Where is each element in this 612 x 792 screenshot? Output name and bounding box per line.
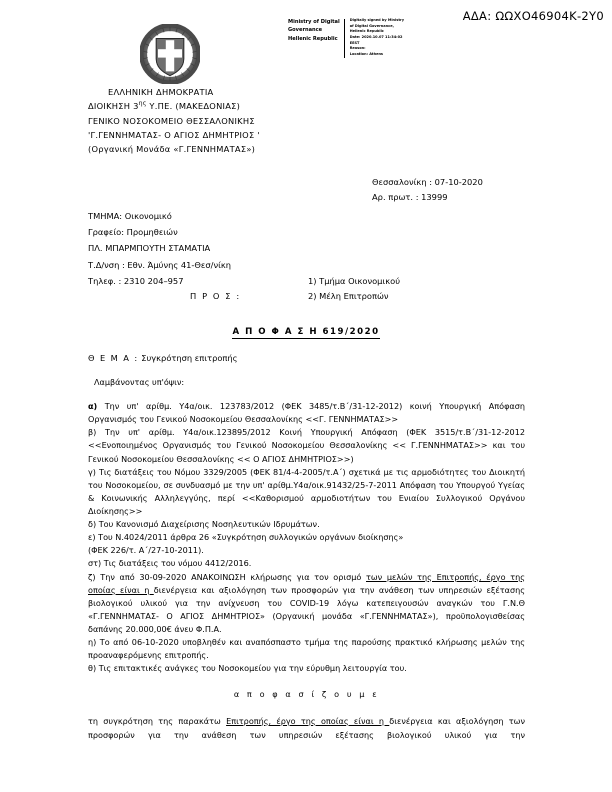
department-name: ΤΜΗΜΑ: Οικονομικό: [88, 211, 172, 221]
clause-a: [88, 400, 525, 426]
clause-text-after: διενέργεια και αξιολόγηση των προσφορών για την ανάθεση των υπηρεσιών εξέτασης βιολογικού υλικού για την ανίχνευση του COVID-19 λόγω κατεπειγουσών αναγκών του Γ.Ν.Θ «Γ.ΓΕΝΝΗΜΑΤΑΣ- Ο ΑΓΙΟΣ ΔΗΜΗΤΡΙΟΣ» (Οργανική μονάδα «Γ.ΓΕΝΝΗΜΑΤΑΣ»), προϋπολογισθείσας δαπάνης 20.000,00€ άνευ Φ.Π.Α.: [88, 584, 525, 634]
letterhead-line-administration: ΔΙΟΙΚΗΣΗ $3^{\eta\varsigma}$ Υ.ΠΕ. (ΜΑΚΕΔΟΝΙΑΣ): [88, 100, 241, 112]
signature-detail-line: Reason:: [349, 46, 366, 51]
clause-z: [88, 571, 525, 637]
recipient-row: [190, 274, 400, 289]
place-and-date: Θεσσαλονίκη : 07-10-2020: [372, 177, 483, 187]
decision-verb: α π ο φ α σ ί ζ ο υ μ ε: [233, 689, 380, 700]
office-name: Γραφείο: Προμηθειών: [88, 227, 178, 238]
clause-i: [88, 636, 525, 662]
signature-details: [350, 18, 404, 58]
signature-detail-line: Hellenic Republic: [349, 29, 384, 34]
clause-text: Του Κανονισμό Διαχείρισης Νοσηλευτικών Ιδρυμάτων.: [98, 519, 320, 530]
clause-text: Του Ν.4024/2011 άρθρα 26 «Συγκρότηση συλλογικών οργάνων διοίκησης»: [98, 532, 404, 543]
letterhead-line-republic: ΕΛΛΗΝΙΚΗ ΔΗΜΟΚΡΑΤΙΑ: [108, 87, 214, 97]
document-body: [88, 376, 525, 743]
signature-divider: [344, 19, 345, 58]
clause-e: [88, 531, 525, 544]
ada-code: ΑΔΑ: ΩΩΧΟ46904Κ-2Υ0: [462, 9, 604, 23]
clause-th: [88, 662, 525, 675]
subject-line: [88, 353, 238, 363]
clause-b: [88, 426, 525, 465]
subject-label: Θ Ε Μ Α :: [88, 353, 139, 363]
signature-detail-line: EEST: [349, 40, 360, 45]
clause-g: [88, 466, 525, 518]
recipient-item: 1) Τμήμα Οικονομικού: [308, 276, 401, 286]
subject-text: Συγκρότηση επιτροπής: [141, 353, 238, 363]
letterhead: [88, 85, 260, 156]
clause-text: Τις διατάξεις του Νόμου 3329/2005 (ΦΕΚ 81/4-4-2005/τ.Α΄) σχετικά με τις αρμοδιότητες του Διοικητή του Νοσοκομείου, σε συνδυασμό με την υπ' αρίθμ.Υ4α/οικ.91432/25-7-2011 Απόφαση του Υπουργού Υγείας & Κοινωνικής Αλληλεγγύης, περί <<Καθορισμού αρμοδιοτήτων του Ενιαίου Συλλογικού Οργάνου Διοίκησης>>: [88, 466, 525, 516]
recipients-block: [190, 274, 400, 305]
letterhead-line-hospital: ΓΕΝΙΚΟ ΝΟΣΟΚΟΜΕΙΟ ΘΕΣΣΑΛΟΝΙΚΗΣ: [88, 115, 255, 126]
page-title: [0, 327, 612, 337]
decision-number: Α Π Ο Φ Α Σ Η 619/2020: [232, 327, 380, 337]
clause-e-continuation: (ΦΕΚ 226/τ. Α΄/27-10-2011).: [88, 545, 204, 556]
signature-authority-line: Ministry of Digital: [288, 19, 340, 25]
date-protocol-block: [372, 175, 483, 206]
protocol-number: Αρ. πρωτ. : 13999: [372, 192, 448, 203]
hellenic-republic-coat-of-arms-icon: [140, 24, 200, 84]
clause-marker: δ): [88, 519, 97, 530]
clause-text-before: Την από 30-09-2020 ΑΝΑΚΟΙΝΩΣΗ κλήρωσης για τον ορισμό: [100, 571, 367, 582]
closing-text-underlined: Επιτροπής, έργο της οποίας είναι η: [226, 715, 390, 726]
closing-text-after: διενέργεια και αξιολόγηση των προσφορών για την ανάθεση των υπηρεσιών εξέτασης βιολογικού υλικού για την: [88, 715, 525, 741]
clause-text: Τις διατάξεις του νόμου 4412/2016.: [103, 558, 252, 569]
postal-address: Τ.Δ/νση : Εθν. Άμύνης 41-Θεσ/νίκη: [88, 259, 232, 270]
recipient-item: 2) Μέλη Επιτροπών: [308, 291, 389, 302]
digital-signature-stamp: [288, 18, 404, 58]
signature-detail-line: Date: 2020.10.07 11:34:02: [349, 34, 403, 39]
clause-st: [88, 557, 525, 570]
contact-person: ΠΛ. ΜΠΑΡΜΠΟΥΤΗ ΣΤΑΜΑΤΙΑ: [88, 243, 211, 254]
telephone: Τηλεφ. : 2310 204–957: [88, 275, 184, 286]
clause-text-underlined: των μελών της Επιτροπής, έργο της οποίας είναι η: [88, 571, 525, 595]
recipients-label: Π Ρ Ο Σ :: [190, 291, 241, 302]
clause-d: [88, 518, 525, 531]
recipient-row: [190, 289, 400, 304]
signature-detail-line: Location: Athens: [349, 51, 384, 56]
clause-marker: β): [88, 427, 97, 438]
signature-authority: [288, 18, 340, 43]
clause-marker: στ): [88, 558, 102, 569]
signature-detail-line: Digitally signed by Ministry: [349, 18, 404, 22]
letterhead-line-unit: (Οργανική Μονάδα «Γ.ΓΕΝΝΗΜΑΤΑΣ»): [88, 144, 256, 155]
clause-marker: θ): [88, 663, 97, 674]
clause-text: Την υπ' αρίθμ. Υ4α/οικ.123895/2012 Κοινή Υπουργική Απόφαση (ΦΕΚ 3515/τ.Β΄/31-12-2012 <<Ενοποιημένος Οργανισμός του Γενικού Νοσοκομείου Θεσσαλονίκης << Γ.ΓΕΝΝΗΜΑΤΑΣ>> και του Γενικού Νοσοκομείου Θεσσαλονίκης << Ο ΑΓΙΟΣ ΔΗΜΗΤΡΙΟΣ>>): [88, 427, 525, 464]
clause-marker: γ): [88, 466, 96, 477]
closing-text-before: τη συγκρότηση της παρακάτω: [88, 715, 227, 726]
closing-paragraph: [88, 714, 525, 744]
signature-detail-line: of Digital Governance,: [349, 23, 394, 28]
clause-text: Τις επιτακτικές ανάγκες του Νοσοκομείου για την εύρυθμη λειτουργία του.: [98, 663, 407, 674]
clause-marker: η): [88, 637, 97, 648]
signature-authority-line: Hellenic Republic: [288, 35, 338, 42]
clause-marker: ε): [88, 532, 96, 543]
body-intro: Λαμβάνοντας υπ'όψιν:: [94, 377, 185, 387]
clause-marker: α): [88, 401, 98, 412]
clause-text: Την υπ' αρίθμ. Υ4α/οικ. 123783/2012 (ΦΕΚ 3485/τ.Β΄/31-12-2012) κοινή Υπουργική Απόφαση Οργανισμός του Γενικού Νοσοκομείου Θεσσαλονίκης <<Γ. ΓΕΝΝΗΜΑΤΑΣ>>: [88, 401, 526, 425]
clause-text: Το από 06-10-2020 υποβληθέν και αναπόσπαστο τμήμα της παρούσης πρακτικό κλήρωσης μελών της προαναφερόμενης επιτροπής.: [88, 637, 525, 661]
letterhead-line-hospital-name: 'Γ.ΓΕΝΝΗΜΑΤΑΣ- Ο ΑΓΙΟΣ ΔΗΜΗΤΡΙΟΣ ': [88, 129, 260, 140]
signature-authority-line: Governance: [288, 27, 323, 34]
clause-marker: ζ): [88, 571, 96, 582]
